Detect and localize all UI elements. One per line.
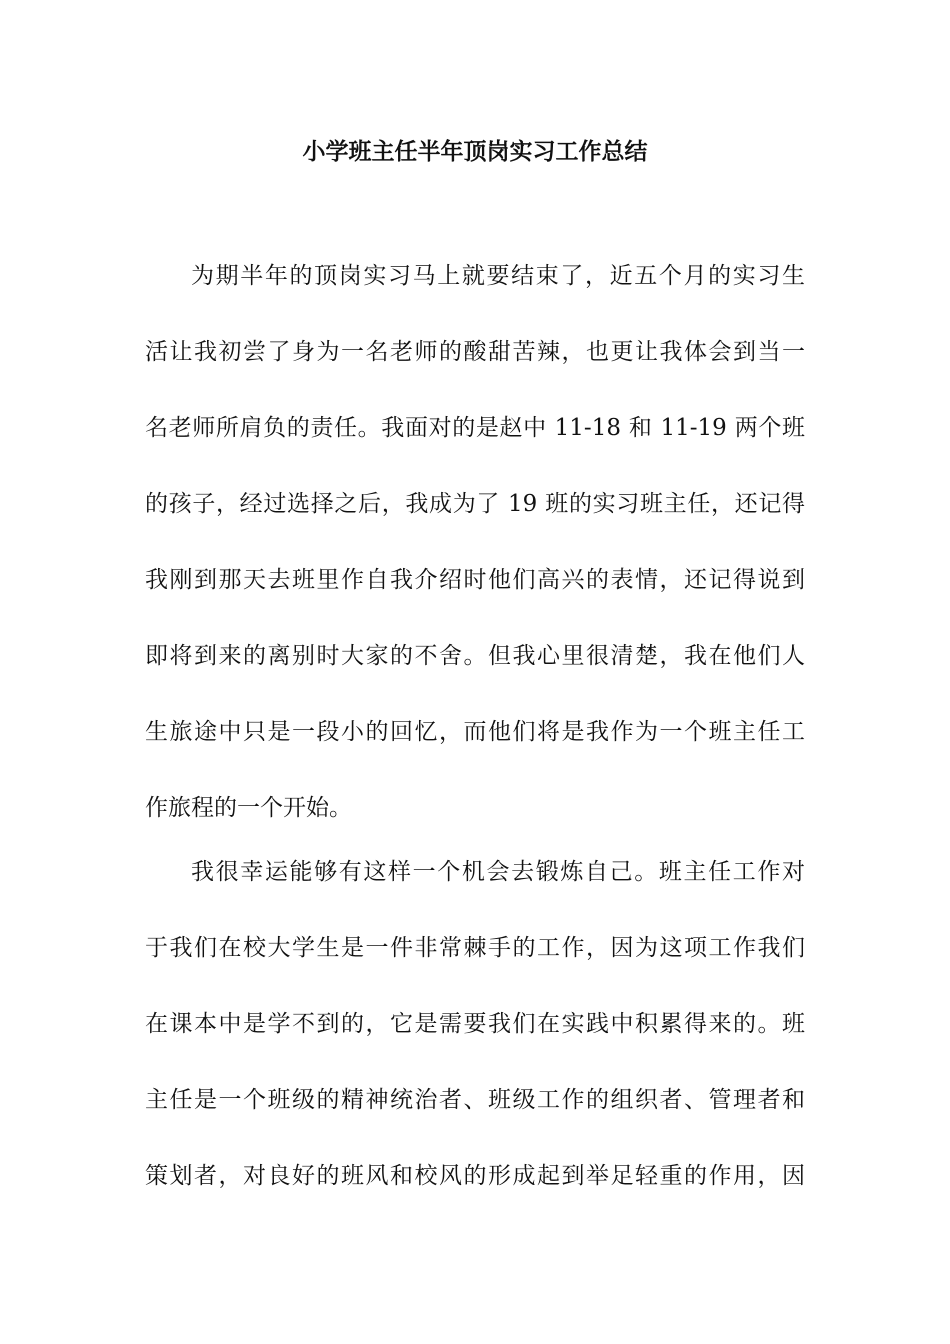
paragraph-line: 在课本中是学不到的，它是需要我们在实践中积累得来的。班: [145, 1011, 805, 1037]
paragraph-line: 我很幸运能够有这样一个机会去锻炼自己。班主任工作对: [191, 859, 805, 885]
paragraph: [145, 856, 805, 1236]
paragraph-line: 的孩子，经过选择之后，我成为了 19 班的实习班主任，还记得: [145, 491, 805, 517]
paragraph-line: 我刚到那天去班里作自我介绍时他们高兴的表情，还记得说到: [145, 567, 805, 593]
paragraph-line: 于我们在校大学生是一件非常棘手的工作，因为这项工作我们: [145, 935, 805, 961]
paragraph-line: 主任是一个班级的精神统治者、班级工作的组织者、管理者和: [145, 1087, 805, 1113]
paragraph-line: 为期半年的顶岗实习马上就要结束了，近五个月的实习生: [191, 263, 805, 289]
paragraph-line: 名老师所肩负的责任。我面对的是赵中 11-18 和 11-19 两个班: [145, 415, 805, 441]
paragraph-line: 生旅途中只是一段小的回忆，而他们将是我作为一个班主任工: [145, 719, 805, 745]
paragraph-line: 即将到来的离别时大家的不舍。但我心里很清楚，我在他们人: [145, 643, 805, 669]
paragraph-line: 策划者，对良好的班风和校风的形成起到举足轻重的作用，因: [145, 1163, 805, 1189]
paragraph-line: 作旅程的一个开始。: [145, 795, 352, 821]
document-title: 小学班主任半年顶岗实习工作总结: [302, 139, 648, 165]
paragraph-line: 活让我初尝了身为一名老师的酸甜苦辣，也更让我体会到当一: [145, 339, 805, 365]
paragraph: [145, 260, 805, 868]
